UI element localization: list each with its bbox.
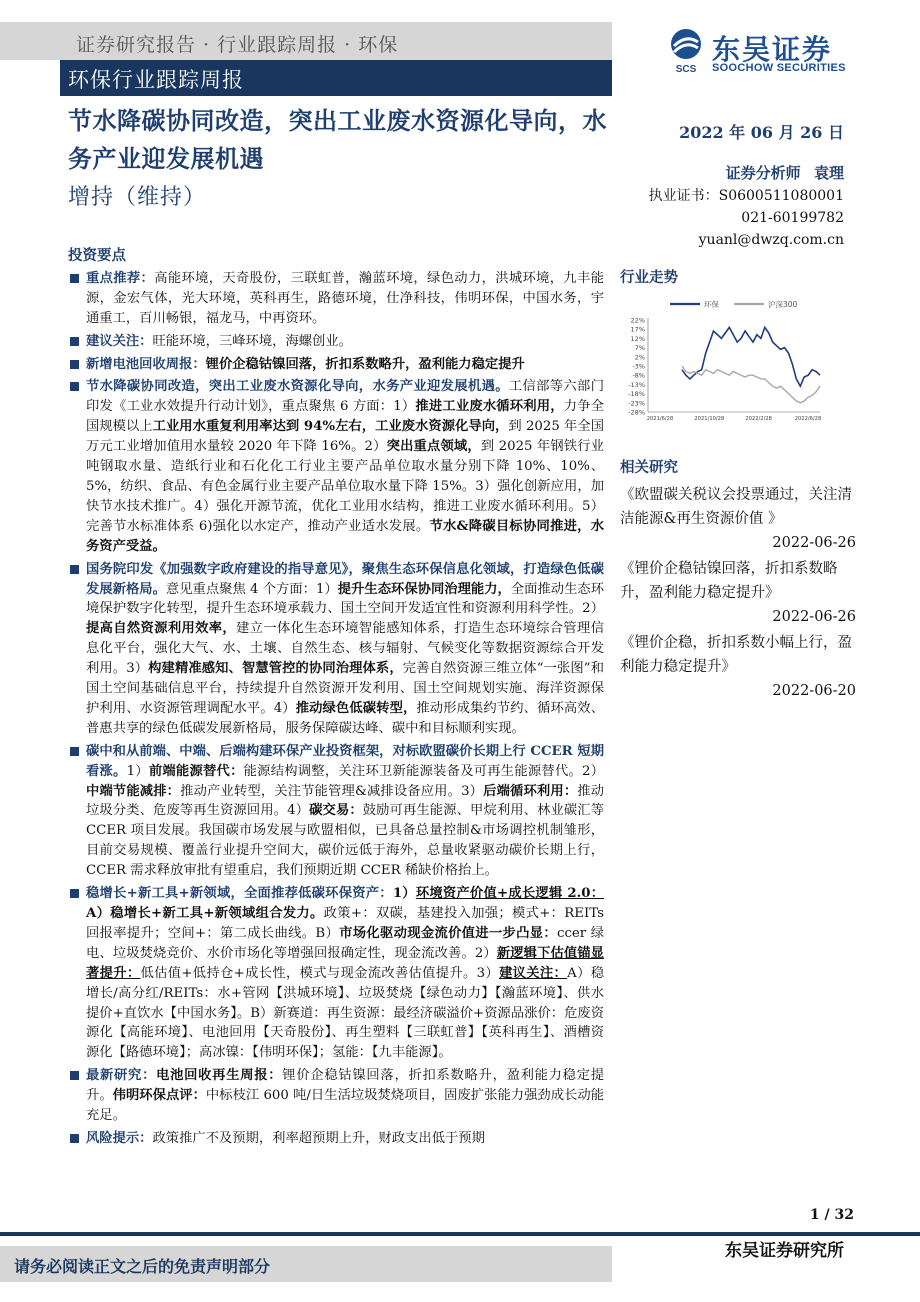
report-date: 2022 年 06 月 26 日 xyxy=(679,123,844,142)
trend-chart xyxy=(620,294,856,428)
soochow-logo xyxy=(668,28,858,76)
analyst-role: 证券分析师 xyxy=(725,164,801,182)
y-tick-label: 2% xyxy=(634,353,645,362)
related-item-date: 2022-06-26 xyxy=(772,609,856,625)
related-item-title[interactable]: 《锂价企稳钴镍回落，折扣系数略升，盈利能力稳定提升》 xyxy=(620,561,838,601)
analyst-license: 执业证书：S0600511080001 xyxy=(648,188,844,204)
investment-summary xyxy=(68,246,604,1152)
summary-item-recommend: 重点推荐：高能环境，天奇股份，三联虹普，瀚蓝环境，绿色动力，洪城环境，九丰能源，金宏气体，光大环境，英科再生，路德环境，仕净科技，伟明环保，中国水务，宇通重工，百川畅银，福龙马，中再资环。 xyxy=(68,269,604,329)
related-item-date: 2022-06-20 xyxy=(772,683,856,699)
disclaimer-text: 请务必阅读正文之后的免责声明部分 xyxy=(14,1257,271,1276)
summary-item-digital-gov: 国务院印发《加强数字政府建设的指导意见》，聚焦生态环保信息化领域，打造绿色低碳发展新格局。意见重点聚焦 4 个方面：1）提升生态环保协同治理能力，全面推动生态环境保护数字化转型，提升生态环境承载力、国土空间开发适宜性和资源利用科学性。2）提高自然资源利用效率，建立一体化生态环境智能感知体系，打造生态环境综合管理信息化平台，强化大气、水、土壤、自然生态、核与辐射、气候变化等数据资源综合开发利用。3）构建精准感知、智慧管控的协同治理体系，完善自然资源三维立体“一张图”和国土空间基础信息平台，持续提升自然资源开发利用、国土空间规划实施、海洋资源保护利用、水资源管理调配水平。4）推动绿色低碳转型，推动形成集约节约、循环高效、普惠共享的绿色低碳发展新格局，服务保障碳达峰、碳中和目标顺利实现。 xyxy=(68,560,604,739)
y-tick-label: 12% xyxy=(630,334,645,343)
related-item-title[interactable]: 《锂价企稳，折扣系数小幅上行，盈利能力稳定提升》 xyxy=(620,635,852,675)
scs-mark-text: SCS xyxy=(675,64,697,74)
trend-section xyxy=(620,266,856,287)
y-tick-label: -23% xyxy=(628,399,645,408)
report-series-band xyxy=(0,22,612,60)
related-title: 相关研究 xyxy=(620,459,678,476)
y-tick-label: -28% xyxy=(628,408,645,417)
summary-item-battery: 新增电池回收周报：锂价企稳钴镍回落，折扣系数略升，盈利能力稳定提升 xyxy=(68,355,604,375)
summary-item-carbon: 碳中和从前端、中端、后端构建环保产业投资框架，对标欧盟碳价长期上行 CCER 短期看涨。1）前端能源替代：能源结构调整，关注环卫新能源装备及可再生能源替代。2）中端节能减排：推动产业转型，关注节能管理&减排设备应用。3）后端循环利用：推动垃圾分类、危废等再生资源回用。4）碳交易：鼓励可再生能源、甲烷利用、林业碳汇等 CCER 项目发展。我国碳市场发展与欧盟相似，已具备总量控制&市场调控机制雏形，目前交易规模、覆盖行业提升空间大，碳价远低于海外，总量收紧驱动碳价长期上行，CCER 需求释放审批有望重启，我们预期近期 CCER 稀缺价格抬上。 xyxy=(68,742,604,881)
legend-label-series-1: 环保 xyxy=(704,300,719,309)
related-item-title[interactable]: 《欧盟碳关税议会投票通过，关注清洁能源&再生资源价值 》 xyxy=(620,487,852,527)
x-tick-label: 2022/2/28 xyxy=(745,416,772,422)
trend-title: 行业走势 xyxy=(620,269,678,286)
y-tick-label: -13% xyxy=(628,380,645,389)
report-headline: 节水降碳协同改造，突出工业废水资源化导向，水务产业迎发展机遇 xyxy=(68,106,607,173)
disclaimer-band xyxy=(0,1246,612,1282)
related-research xyxy=(620,456,856,705)
summary-item-low-carbon-assets: 稳增长+新工具+新领域，全面推荐低碳环保资产：1）环境资产价值+成长逻辑 2.0：A）稳增长+新工具+新领域组合发力。政策+：双碳，基建投入加强；模式+：REITs 回报率提升；空间+：第二成长曲线。B）市场化驱动现金流价值进一步凸显：ccer 绿电、垃圾焚烧竞价、水价市场化等增强回报确定性，现金流改善。2）新逻辑下估值锚显著提升：低估值+低持仓+成长性，模式与现金流改善估值提升。3）建议关注：A）稳增长/高分红/REITs：水+管网【洪城环境】、垃圾焚烧【绿色动力】【瀚蓝环境】、供水提价+直饮水【中国水务】。B）新赛道：再生资源：最经济碳溢价+资源品涨价：危废资源化【高能环境】、电池回用【天奇股份】、再生塑料【三联虹普】【英科再生】、酒槽资源化【路德环境】；高冰镍：【伟明环保】；氢能：【九丰能源】。 xyxy=(68,884,604,1063)
summary-item-latest: 最新研究：电池回收再生周报：锂价企稳钴镍回落，折扣系数略升，盈利能力稳定提升。伟明环保点评：中标枝江 600 吨/日生活垃圾焚烧项目，固废扩张能力强劲成长动能充足。 xyxy=(68,1066,604,1126)
analyst-email[interactable]: yuanl@dwzq.com.cn xyxy=(698,232,844,248)
summary-item-risk: 风险提示：政策推广不及预期，利率超预期上升，财政支出低于预期 xyxy=(68,1129,604,1149)
legend-label-series-2: 沪深300 xyxy=(768,300,798,309)
analyst-name: 袁理 xyxy=(813,164,844,182)
institute-name: 东吴证券研究所 xyxy=(725,1241,844,1261)
rating-label: 增持（维持） xyxy=(68,185,207,210)
report-series-label: 证券研究报告 · 行业跟踪周报 · 环保 xyxy=(76,34,399,56)
y-tick-label: -8% xyxy=(632,371,645,380)
logo-name-cn: 东吴证券 xyxy=(712,33,833,66)
logo-name-en: SOOCHOW SECURITIES xyxy=(712,62,846,74)
analyst-block xyxy=(649,162,844,251)
x-tick-label: 2022/6/28 xyxy=(794,416,822,422)
analyst-phone: 021-60199782 xyxy=(741,210,844,226)
summary-title: 投资要点 xyxy=(68,247,126,264)
report-type-bar xyxy=(60,60,612,96)
report-type-label: 环保行业跟踪周报 xyxy=(68,68,244,92)
series-line-env xyxy=(682,327,820,386)
y-tick-label: 22% xyxy=(630,316,645,325)
y-tick-label: -18% xyxy=(628,390,645,399)
x-tick-label: 2021/10/28 xyxy=(694,416,725,422)
summary-item-water: 节水降碳协同改造，突出工业废水资源化导向，水务产业迎发展机遇。工信部等六部门印发《工业水效提升行动计划》，重点聚焦 6 方面：1）推进工业废水循环利用，力争全国规模以上工业用水重复利用率达到 94%左右，工业废水资源化导向，到 2025 年全国万元工业增加值用水量较 2020 年下降 16%。2）突出重点领域，到 2025 年钢铁行业吨钢取水量、造纸行业和石化化工行业主要产品单位取水量分别下降 10%、10%、5%，纺织、食品、有色金属行业主要产品单位取水量下降 15%。3）强化创新应用，加快节水技术推广。4）强化开源节流，优化工业用水结构，推进工业废水循环利用。5）完善节水标准体系 6)强化以水定产，推动产业适水发展。节水&降碳目标协同推进，水务资产受益。 xyxy=(68,377,604,556)
page-number: 1 / 32 xyxy=(809,1207,854,1223)
summary-item-watch: 建议关注：旺能环境，三峰环境，海螺创业。 xyxy=(68,332,604,352)
related-item-date: 2022-06-26 xyxy=(772,535,856,551)
y-tick-label: 7% xyxy=(634,344,645,353)
y-tick-label: 17% xyxy=(630,325,645,334)
scs-logo-icon xyxy=(668,28,704,74)
y-tick-label: -3% xyxy=(632,362,645,371)
x-tick-label: 2021/6/28 xyxy=(646,416,674,422)
